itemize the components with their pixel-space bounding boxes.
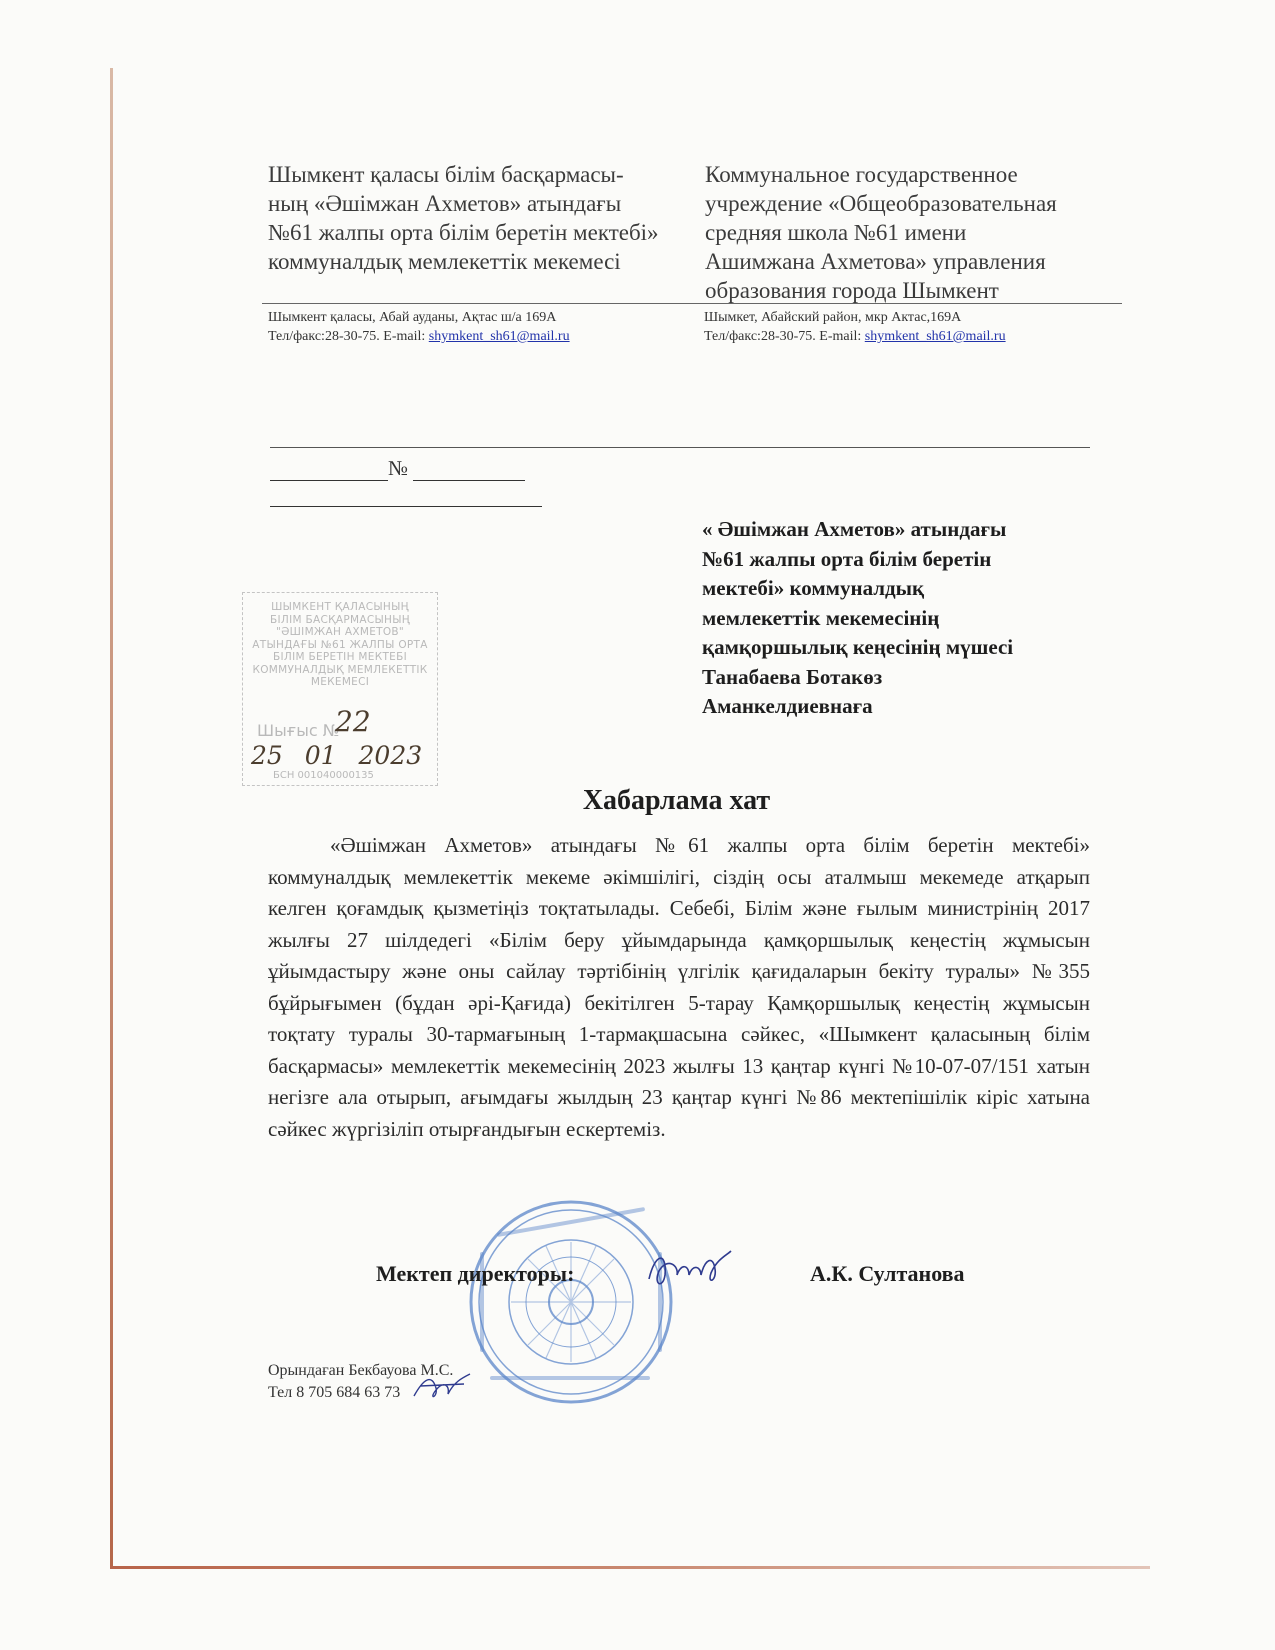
- contact-kazakh: [268, 327, 570, 346]
- executor-signature: [410, 1370, 474, 1404]
- registration-bin: БСН 001040000135: [273, 770, 374, 781]
- date-blank: [270, 460, 388, 481]
- director-signature: [645, 1245, 735, 1295]
- email-link-russian[interactable]: shymkent_sh61@mail.ru: [864, 329, 1006, 344]
- number-blank: [413, 460, 525, 481]
- page-edge-left: [110, 68, 113, 1568]
- contact-russian: [704, 327, 1006, 346]
- registration-stamp-text: ШЫМКЕНТ ҚАЛАСЫНЫҢ БІЛІМ БАСҚАРМАСЫНЫҢ "ӘШІМЖАН АХМЕТОВ" АТЫНДАҒЫ №61 ЖАЛПЫ ОРТА БІЛІМ БЕРЕТІН МЕКТЕБІ КОММУНАЛДЫҚ МЕМЛЕКЕТТІК МЕКЕМЕСІ: [252, 601, 428, 688]
- page-edge-bottom: [110, 1566, 1150, 1569]
- header-org-russian: Коммунальное государственное учреждение «Общеобразовательная средняя школа №61 имени Ашимжана Ахметова» управления образования города Шымкент: [705, 162, 1057, 303]
- number-sign: №: [388, 456, 409, 480]
- registration-stamp: [242, 592, 438, 786]
- addressee: « Әшімжан Ахметов» атындағы №61 жалпы орта білім беретін мектебі» коммуналдық мемлекеттік мекемесінің қамқоршылық кеңесінің мүшесі Танабаева Ботакөз Аманкелдиевнаға: [702, 517, 1014, 718]
- director-position: Мектеп директоры:: [376, 1261, 575, 1286]
- header-org-kazakh: Шымкент қаласы білім басқармасы- ның «Әшімжан Ахметов» атындағы №61 жалпы орта білім беретін мектебі» коммуналдық мемлекеттік мекемесі: [268, 162, 659, 274]
- contact-prefix-russian: Тел/факс:28-30-75. E-mail:: [704, 329, 865, 344]
- document-title: Хабарлама хат: [582, 785, 771, 816]
- executor-info: Орындаған Бекбауова М.С. Тел 8 705 684 63 73: [268, 1362, 454, 1401]
- address-kazakh: Шымкент қаласы, Абай ауданы, Ақтас ш/а 169А: [268, 310, 557, 325]
- letter-body: «Әшімжан Ахметов» атындағы №61 жалпы орта білім беретін мектебі» коммуналдық мемлекеттік мекеме әкімшілігі, сіздің осы аталмыш мекемеде атқарып келген қоғамдық қызметіңіз тоқтатылады. Себебі, Білім және ғылым министрінің 2017 жылғы 27 шілдедегі «Білім беру ұйымдарында қамқоршылық кеңестің жұмысын ұйымдастыру және оны сайлау тәртібінің үлгілік қағидаларын бекіту туралы» №355 бұйрығымен (бұдан әрі-Қағида) бекітілген 5-тарау Қамқоршылық кеңестің жұмысын тоқтату туралы 30-тармағының 1-тармақшасына сәйкес, «Шымкент қаласының білім басқармасы» мемлекеттік мекемесінің 2023 жылғы 13 қаңтар күнгі №10-07-07/151 хатын негізге ала отырып, ағымдағы жылдың 23 қаңтар күнгі №86 мектепішілік кіріс хатына сәйкес жүргізіліп отырғандығын ескертеміз.: [268, 833, 1090, 1141]
- header-divider: [262, 303, 1122, 304]
- reference-number-line: [270, 456, 525, 481]
- address-block-russian: [704, 308, 1006, 346]
- director-name: А.К. Султанова: [810, 1261, 965, 1286]
- outgoing-label: Шығыс №: [257, 721, 340, 740]
- address-block-kazakh: [268, 308, 570, 346]
- email-link-kazakh[interactable]: shymkent_sh61@mail.ru: [428, 329, 570, 344]
- address-russian: Шымкет, Абайский район, мкр Актас,169А: [704, 310, 962, 325]
- contact-prefix-kazakh: Тел/факс:28-30-75. E-mail:: [268, 329, 429, 344]
- outgoing-number: 22: [335, 705, 371, 738]
- round-seal: [466, 1192, 676, 1412]
- document-divider: [270, 447, 1090, 448]
- registration-date: 25 01 2023: [251, 741, 423, 770]
- reference-date-line: [270, 506, 542, 507]
